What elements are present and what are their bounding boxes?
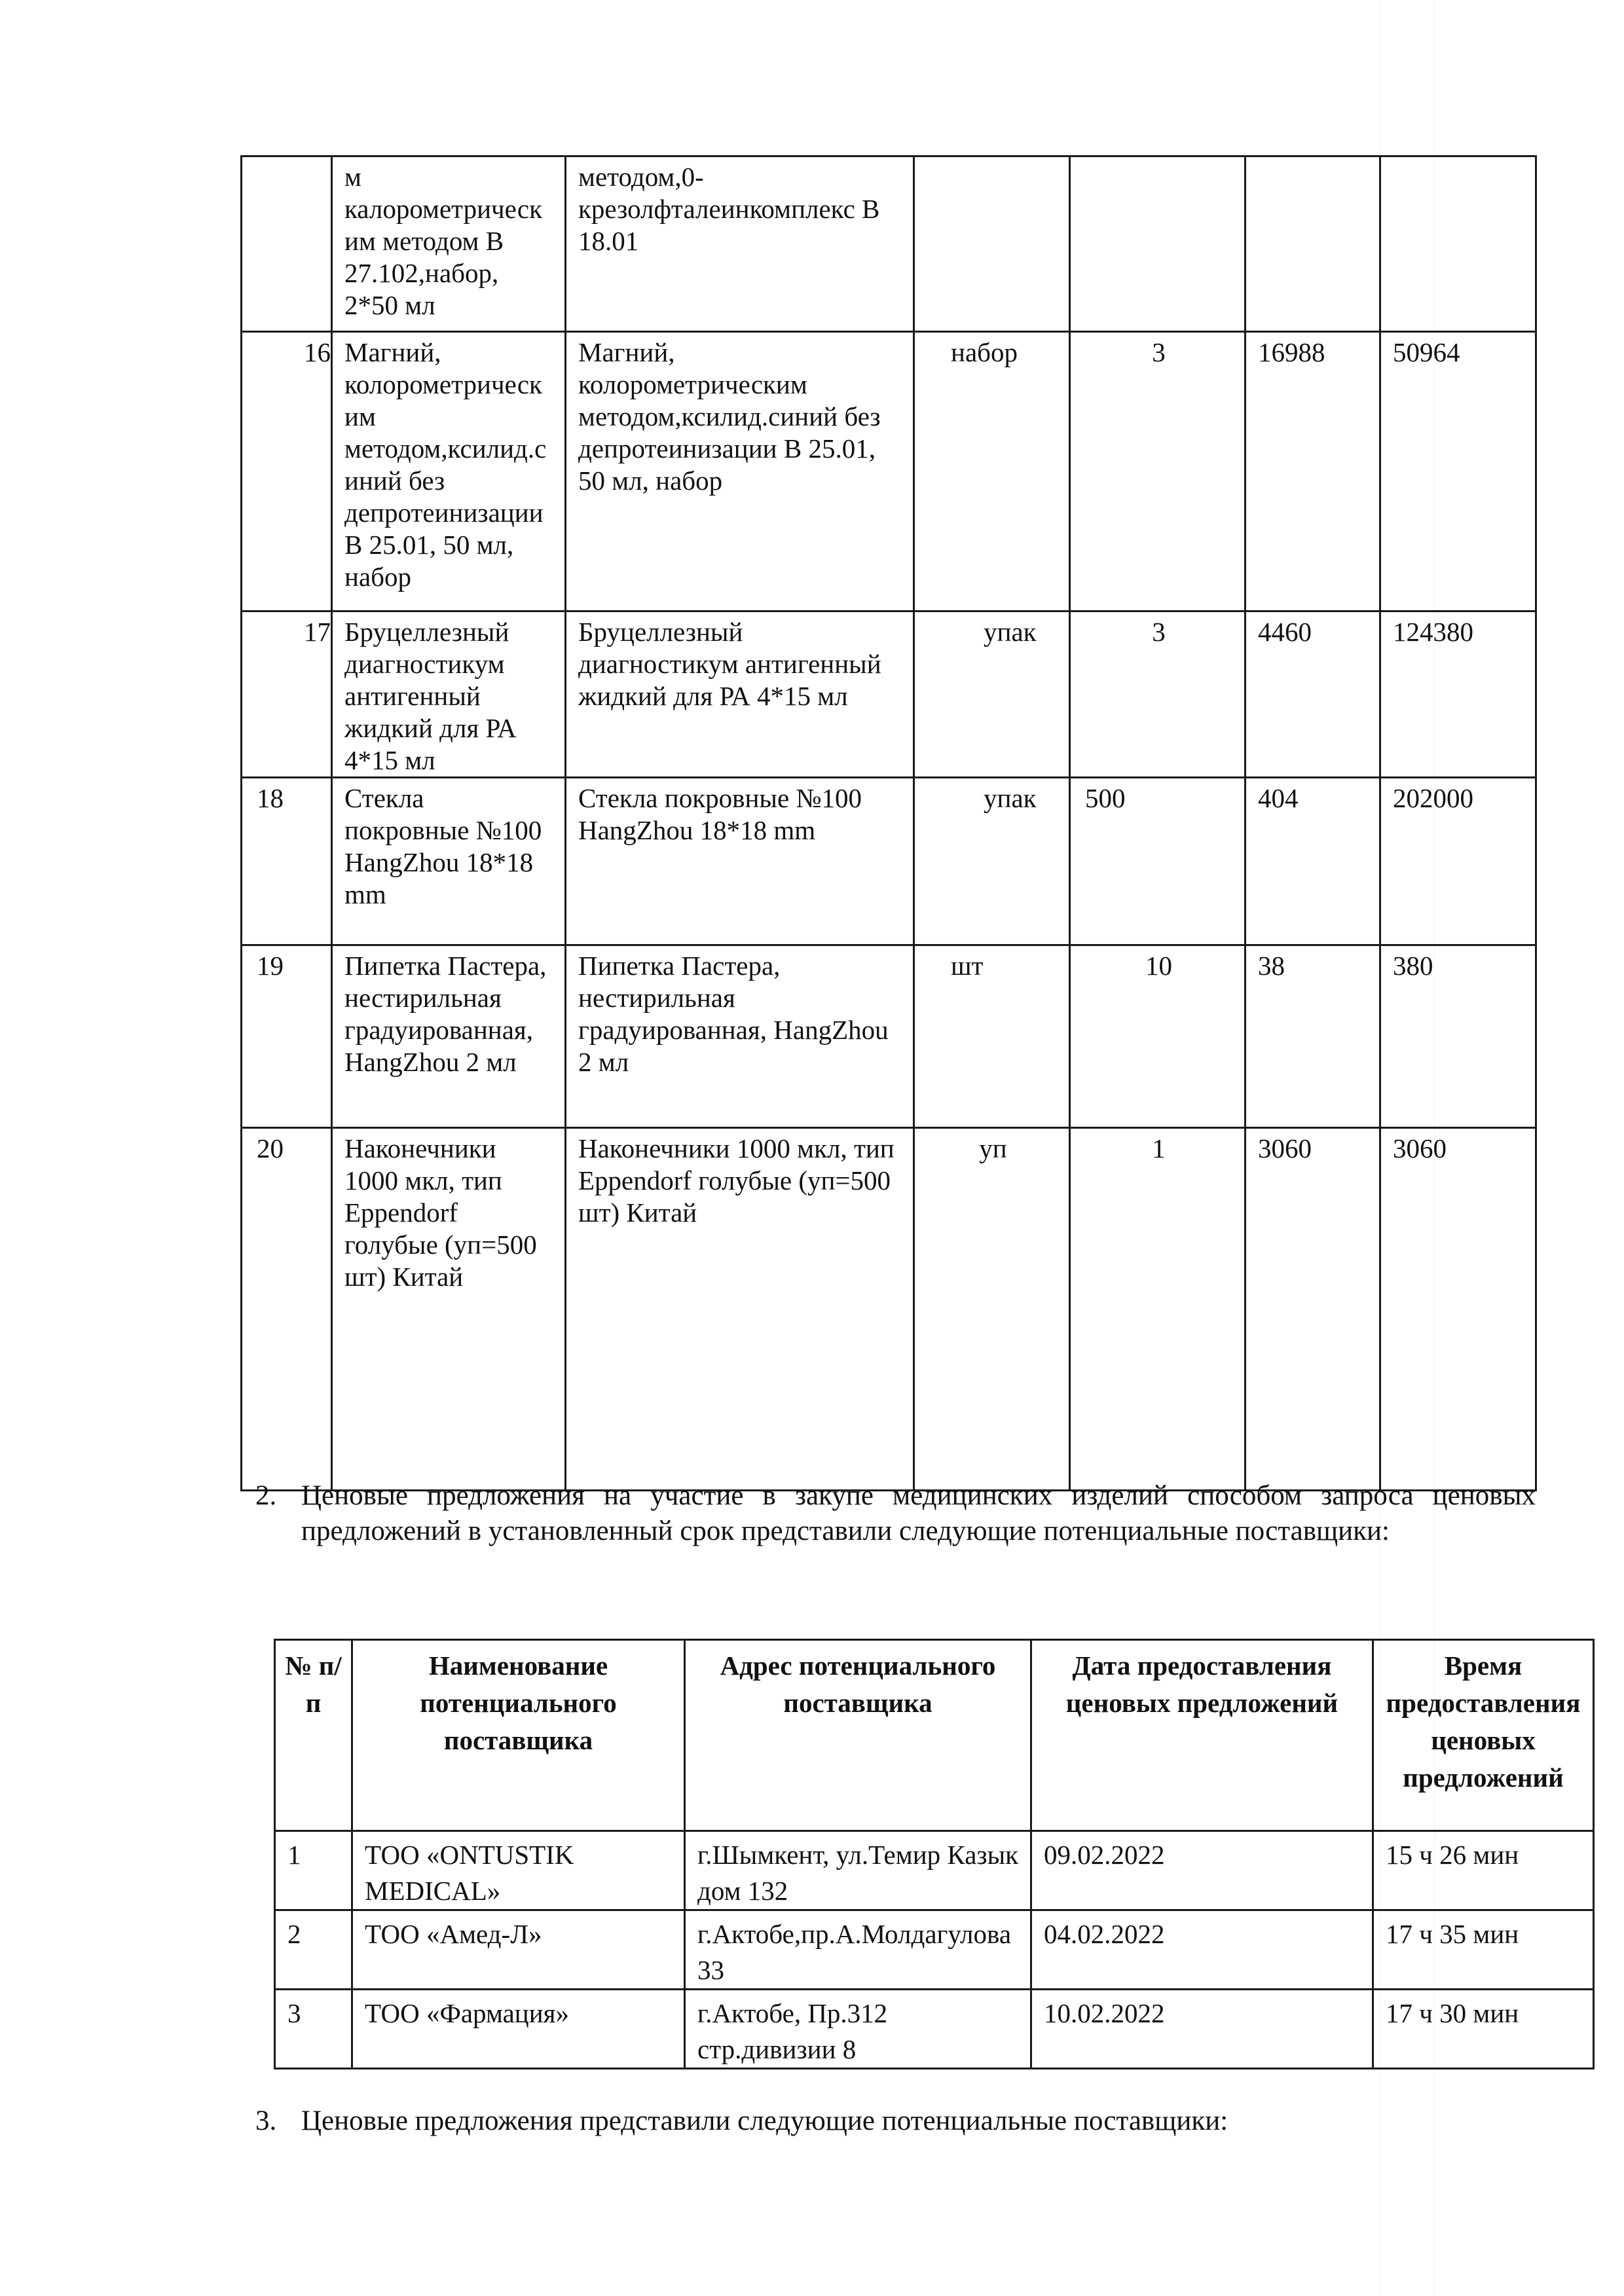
row-number: 17 bbox=[242, 611, 332, 778]
column-header-submission-time: Время предоставления ценовых предложений bbox=[1373, 1640, 1594, 1831]
item-total: 124380 bbox=[1380, 611, 1536, 778]
submission-time: 15 ч 26 мин bbox=[1373, 1831, 1594, 1910]
item-name: Стекла покровные №100 HangZhou 18*18 mm bbox=[332, 778, 566, 945]
supplier-address: г.Актобе, Пр.312 стр.дивизии 8 bbox=[685, 1990, 1031, 2069]
item-price: 38 bbox=[1246, 945, 1380, 1128]
submission-date: 10.02.2022 bbox=[1031, 1990, 1373, 2069]
item-description: Стекла покровные №100 HangZhou 18*18 mm bbox=[566, 778, 914, 945]
item-total: 202000 bbox=[1380, 778, 1536, 945]
item-price: 4460 bbox=[1246, 611, 1380, 778]
item-quantity: 1 bbox=[1070, 1128, 1246, 1491]
items-table bbox=[240, 155, 1537, 1491]
section-2-number: 2. bbox=[255, 1480, 277, 1511]
item-price: 404 bbox=[1246, 778, 1380, 945]
item-price: 3060 bbox=[1246, 1128, 1380, 1491]
row-number: 20 bbox=[242, 1128, 332, 1491]
supplier-name: ТОО «Фармация» bbox=[352, 1990, 685, 2069]
table-row bbox=[242, 156, 1536, 332]
item-name: Бруцеллезный диагностикум антигенный жидкий для РА 4*15 мл bbox=[332, 611, 566, 778]
supplier-address: г.Шымкент, ул.Темир Казык дом 132 bbox=[685, 1831, 1031, 1910]
item-unit: упак bbox=[914, 778, 1070, 945]
item-name: Пипетка Пастера, нестирильная градуированная, HangZhou 2 мл bbox=[332, 945, 566, 1128]
item-quantity: 10 bbox=[1070, 945, 1246, 1128]
submission-date: 09.02.2022 bbox=[1031, 1831, 1373, 1910]
column-header-number: № п/п bbox=[275, 1640, 352, 1831]
supplier-name: ТОО «ONTUSTIK MEDICAL» bbox=[352, 1831, 685, 1910]
table-row bbox=[242, 778, 1536, 945]
row-number: 19 bbox=[242, 945, 332, 1128]
row-number: 16 bbox=[242, 332, 332, 611]
item-price: 16988 bbox=[1246, 332, 1380, 611]
row-number: 18 bbox=[242, 778, 332, 945]
item-description: Магний, колорометрическим методом,ксилид.синий без депротеинизации В 25.01, 50 мл, набор bbox=[566, 332, 914, 611]
item-total: 380 bbox=[1380, 945, 1536, 1128]
item-unit: набор bbox=[914, 332, 1070, 611]
section-2-paragraph bbox=[255, 1478, 1536, 1549]
column-header-submission-date: Дата предоставления ценовых предложений bbox=[1031, 1640, 1373, 1831]
section-3-text: Ценовые предложения представили следующие потенциальные поставщики: bbox=[301, 2105, 1228, 2136]
section-3-number: 3. bbox=[255, 2105, 277, 2136]
item-unit: уп bbox=[914, 1128, 1070, 1491]
item-description: методом,0-крезолфталеинкомплекс В 18.01 bbox=[566, 156, 914, 332]
item-unit bbox=[914, 156, 1070, 332]
submission-time: 17 ч 30 мин bbox=[1373, 1990, 1594, 2069]
submission-time: 17 ч 35 мин bbox=[1373, 1910, 1594, 1990]
table-header-row bbox=[275, 1640, 1594, 1831]
table-row bbox=[242, 611, 1536, 778]
item-quantity: 3 bbox=[1070, 332, 1246, 611]
column-header-supplier-address: Адрес потенциального поставщика bbox=[685, 1640, 1031, 1831]
item-unit: шт bbox=[914, 945, 1070, 1128]
item-price bbox=[1246, 156, 1380, 332]
item-name: Наконечники 1000 мкл, тип Eppendorf голубые (уп=500 шт) Китай bbox=[332, 1128, 566, 1491]
supplier-number: 3 bbox=[275, 1990, 352, 2069]
suppliers-table bbox=[274, 1639, 1595, 2069]
table-row bbox=[242, 945, 1536, 1128]
table-row bbox=[275, 1990, 1594, 2069]
table-row bbox=[242, 1128, 1536, 1491]
section-3-paragraph bbox=[255, 2104, 1536, 2139]
item-unit: упак bbox=[914, 611, 1070, 778]
item-quantity: 3 bbox=[1070, 611, 1246, 778]
item-name: Магний, колорометрическим методом,ксилид.синий без депротеинизации В 25.01, 50 мл, набор bbox=[332, 332, 566, 611]
item-total: 3060 bbox=[1380, 1128, 1536, 1491]
table-row bbox=[275, 1831, 1594, 1910]
section-2-text: Ценовые предложения на участие в закупе медицинских изделий способом запроса ценовых предложений в установленный срок представили следующие потенциальные поставщики: bbox=[301, 1480, 1536, 1546]
submission-date: 04.02.2022 bbox=[1031, 1910, 1373, 1990]
row-number bbox=[242, 156, 332, 332]
supplier-number: 2 bbox=[275, 1910, 352, 1990]
column-header-supplier-name: Наименование потенциального поставщика bbox=[352, 1640, 685, 1831]
supplier-number: 1 bbox=[275, 1831, 352, 1910]
item-name: м калорометрическим методом В 27.102,набор, 2*50 мл bbox=[332, 156, 566, 332]
table-row bbox=[242, 332, 1536, 611]
item-description: Наконечники 1000 мкл, тип Eppendorf голубые (уп=500 шт) Китай bbox=[566, 1128, 914, 1491]
table-row bbox=[275, 1910, 1594, 1990]
item-total bbox=[1380, 156, 1536, 332]
supplier-name: ТОО «Амед-Л» bbox=[352, 1910, 685, 1990]
item-total: 50964 bbox=[1380, 332, 1536, 611]
item-description: Бруцеллезный диагностикум антигенный жидкий для РА 4*15 мл bbox=[566, 611, 914, 778]
item-quantity bbox=[1070, 156, 1246, 332]
item-description: Пипетка Пастера, нестирильная градуированная, HangZhou 2 мл bbox=[566, 945, 914, 1128]
item-quantity: 500 bbox=[1070, 778, 1246, 945]
supplier-address: г.Актобе,пр.А.Молдагулова 33 bbox=[685, 1910, 1031, 1990]
